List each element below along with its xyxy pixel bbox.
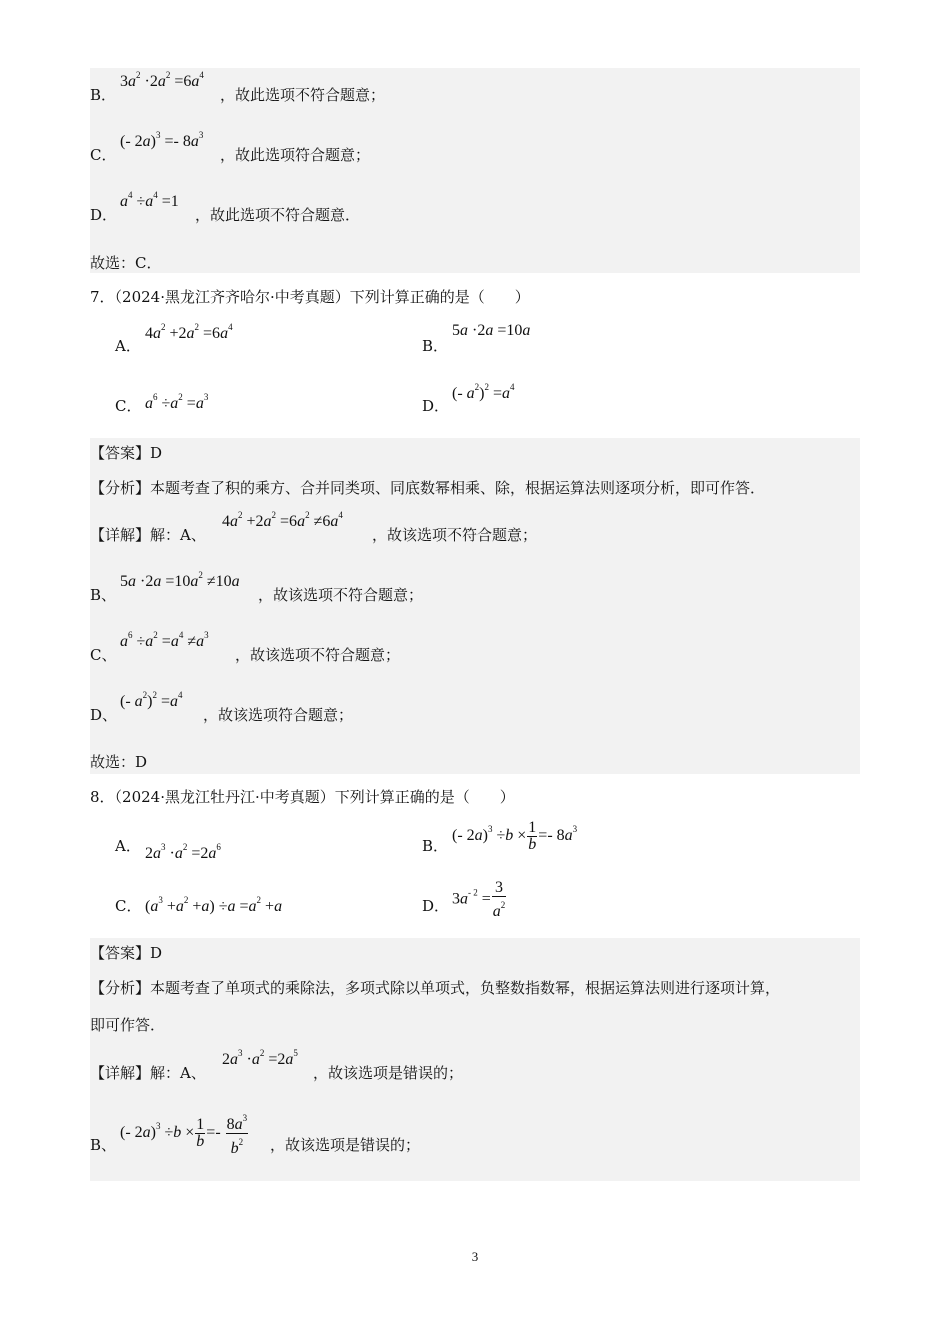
q7-option-a-math: $4a^2 +2a^2 =6a^4$ [145, 322, 233, 342]
q7-detail-c-label: C、 [90, 646, 117, 664]
q7-option-c-label: C． [115, 397, 142, 415]
q8-detail-b-text: ，故该选项是错误的； [270, 1136, 421, 1154]
q8-detail-b-math: (- 2a)$^3$ ÷b × $\frac{1}{b}$ =- $\frac{8a^3}{b^2}$ [120, 1110, 249, 1157]
b1-c-text: ，故此选项符合题意； [220, 146, 371, 164]
q7-detail-d-math: (- $a^2)^2 =a^4$ [120, 690, 183, 710]
q7-detail-a-label: 【详解】解：A、 [90, 526, 206, 544]
b1-d-label: D． [90, 206, 118, 224]
page-number: 3 [471, 1249, 479, 1264]
q8-stem: 8．（2024·黑龙江牡丹江·中考真题）下列计算正确的是（ ） [90, 788, 515, 806]
q7-detail-c-text: ，故该选项不符合题意； [235, 646, 401, 664]
q7-option-b-label: B． [422, 337, 449, 355]
q7-option-d-math: (- $a^2)^2 =a^4$ [452, 382, 515, 402]
q7-detail-b-text: ，故该选项不符合题意； [258, 586, 424, 604]
b1-c-label: C． [90, 146, 117, 164]
q7-detail-b-math: $5a \cdot 2a =10a^2 \ne 10a$ [120, 570, 240, 590]
q8-option-a-label: A． [115, 837, 141, 855]
b1-d-text: ，故此选项不符合题意． [195, 206, 361, 224]
q8-detail-a-math: $2a^3 \cdot a^2 =2a^5$ [222, 1048, 298, 1068]
q7-detail-c-math: $a^6 \div a^2 =a^4 \ne a^3$ [120, 630, 209, 650]
q8-option-b-label: B． [422, 837, 449, 855]
q8-option-a-math: $2a^3 \cdot a^2 =2a^6$ [145, 842, 221, 862]
q7-option-a-label: A． [115, 337, 141, 355]
b1-c-math: (- $2a)^3 =- 8a^3$ [120, 130, 204, 150]
q8-detail-b-label: B、 [90, 1136, 117, 1154]
b1-conclusion: 故选：C． [90, 254, 162, 272]
q8-option-d-label: D． [422, 897, 450, 915]
q8-answer: 【答案】D [90, 944, 163, 962]
q7-analysis: 【分析】本题考查了积的乘方、合并同类项、同底数幂相乘、除，根据运算法则逐项分析，即可作答． [90, 479, 766, 497]
q7-option-c-math: $a^6 \div a^2 =a^3$ [145, 392, 209, 412]
solution-block-q6 [90, 68, 860, 273]
q7-detail-b-label: B、 [90, 586, 117, 604]
q7-detail-d-label: D、 [90, 706, 118, 724]
q8-analysis-line1: 【分析】本题考查了单项式的乘除法，多项式除以单项式，负整数指数幂，根据运算法则进行逐项计算， [90, 979, 781, 997]
q8-detail-a-label: 【详解】解：A、 [90, 1064, 206, 1082]
q7-detail-a-math: $4a^2 +2a^2 =6a^2 \ne 6a^4$ [222, 510, 343, 530]
q8-option-b-math: (- 2a)$^3$ ÷b × $\frac{1}{b}$ =- $8a^3$ [452, 819, 578, 853]
q8-option-c-label: C． [115, 897, 142, 915]
b1-d-math: $a^4 \div a^4 =1$ [120, 190, 179, 210]
q7-option-b-math: 5a ·2a =10a [452, 322, 531, 339]
q7-conclusion: 故选：D [90, 753, 148, 771]
b1-b-label: B． [90, 86, 117, 104]
q8-option-d-math: $3a^{- 2}$ = $\frac{3}{a^2}$ [452, 879, 506, 920]
q7-stem: 7．（2024·黑龙江齐齐哈尔·中考真题）下列计算正确的是（ ） [90, 288, 530, 306]
q7-option-d-label: D． [422, 397, 450, 415]
q8-analysis-line2: 即可作答． [90, 1016, 166, 1034]
q7-detail-a-text: ，故该选项不符合题意； [372, 526, 538, 544]
q7-answer: 【答案】D [90, 444, 163, 462]
b1-b-math: $3a^2 \cdot 2a^2 =6a^4$ [120, 70, 204, 90]
q8-option-c-math: $(a^3 +a^2 +a) \div a =a^2 +a$ [145, 895, 283, 915]
q7-detail-d-text: ，故该选项符合题意； [203, 706, 354, 724]
q8-detail-a-text: ，故该选项是错误的； [313, 1064, 464, 1082]
b1-b-text: ，故此选项不符合题意； [220, 86, 386, 104]
